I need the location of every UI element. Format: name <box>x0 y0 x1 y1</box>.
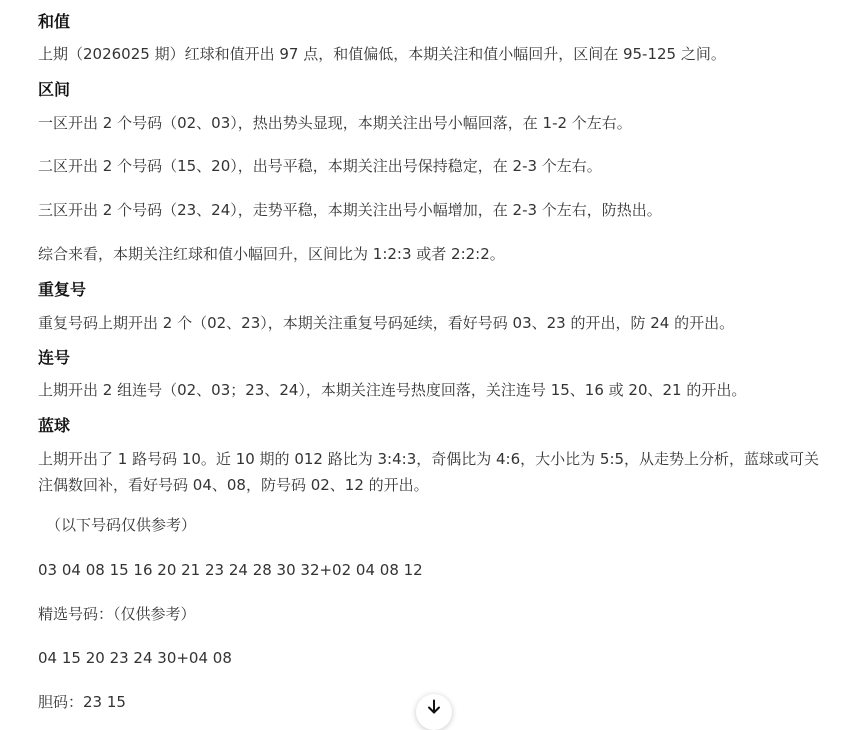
paragraph-chongfu: 重复号码上期开出 2 个（02、23），本期关注重复号码延续，看好号码 03、23 的开出，防 24 的开出。 <box>38 314 735 332</box>
scroll-down-button[interactable] <box>416 694 452 730</box>
numbers-full: 03 04 08 15 16 20 21 23 24 28 30 32+02 04 08 12 <box>38 561 423 579</box>
heading-hezhi: 和值 <box>38 12 71 31</box>
paragraph-qujian-summary: 综合来看，本期关注红球和值小幅回升，区间比为 1:2:3 或者 2:2:2。 <box>38 245 505 263</box>
reference-note: （以下号码仅供参考） <box>46 516 197 534</box>
paragraph-zone3: 三区开出 2 个号码（23、24），走势平稳，本期关注出号小幅增加，在 2-3 个左右，防热出。 <box>38 201 662 219</box>
numbers-selected: 04 15 20 23 24 30+04 08 <box>38 649 232 667</box>
paragraph-zone1: 一区开出 2 个号码（02、03），热出势头显现，本期关注出号小幅回落，在 1-2 个左右。 <box>38 114 632 132</box>
paragraph-zone2: 二区开出 2 个号码（15、20），出号平稳，本期关注出号保持稳定，在 2-3 个左右。 <box>38 157 602 175</box>
selected-numbers-label: 精选号码：（仅供参考） <box>38 605 196 623</box>
paragraph-hezhi: 上期（2026025 期）红球和值开出 97 点，和值偏低，本期关注和值小幅回升，区间在 95-125 之间。 <box>38 45 726 63</box>
paragraph-lanqiu: 上期开出了 1 路号码 10。近 10 期的 012 路比为 3:4:3，奇偶比为 4:6，大小比为 5:5，从走势上分析，蓝球或可关注偶数回补，看好号码 04、08，防号码 02、12 的开出。 <box>38 450 820 494</box>
heading-lanqiu: 蓝球 <box>38 416 71 435</box>
dan-numbers: 胆码：23 15 <box>38 693 126 711</box>
heading-qujian: 区间 <box>38 80 71 99</box>
heading-chongfu: 重复号 <box>38 280 87 299</box>
paragraph-lianhao: 上期开出 2 组连号（02、03；23、24），本期关注连号热度回落，关注连号 15、16 或 20、21 的开出。 <box>38 381 747 399</box>
arrow-down-icon <box>426 709 442 715</box>
heading-lianhao: 连号 <box>38 348 71 367</box>
